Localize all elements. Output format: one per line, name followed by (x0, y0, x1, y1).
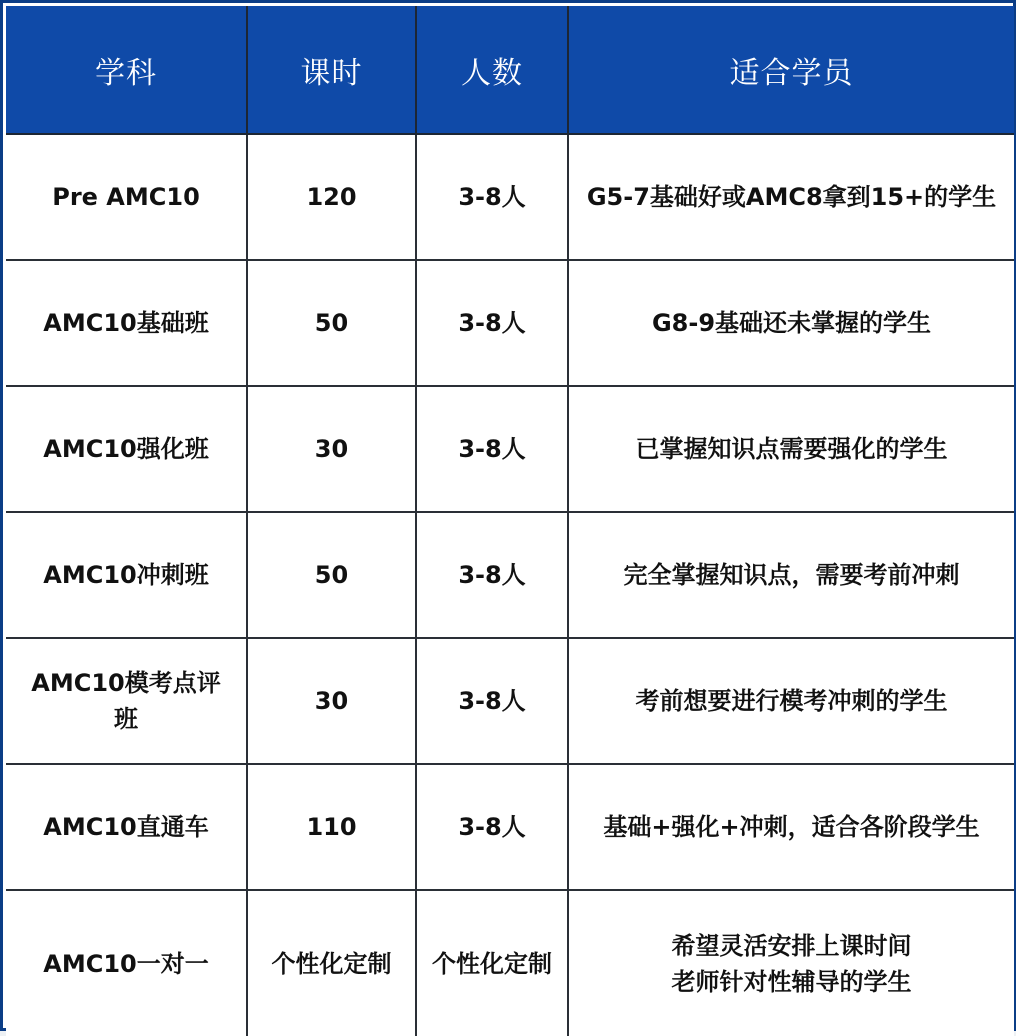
cell-target: G8-9基础还未掌握的学生 (568, 260, 1014, 386)
cell-hours: 30 (247, 386, 416, 512)
cell-subject: AMC10直通车 (6, 764, 247, 890)
cell-size: 3-8人 (416, 764, 568, 890)
cell-size: 3-8人 (416, 134, 568, 260)
header-hours: 课时 (247, 6, 416, 134)
cell-subject-line2: 班 (114, 705, 138, 733)
table-row (6, 134, 1014, 260)
cell-target: 考前想要进行模考冲刺的学生 (568, 638, 1014, 764)
table-row (6, 764, 1014, 890)
cell-target-line2: 老师针对性辅导的学生 (671, 967, 912, 996)
cell-subject (6, 638, 247, 764)
cell-hours: 110 (247, 764, 416, 890)
table-row (6, 890, 1014, 1036)
header-size: 人数 (416, 6, 568, 134)
table-row (6, 260, 1014, 386)
cell-subject: AMC10冲刺班 (6, 512, 247, 638)
cell-hours: 50 (247, 260, 416, 386)
cell-subject-line1: AMC10模考点评 (31, 669, 221, 697)
cell-subject: Pre AMC10 (6, 134, 247, 260)
course-table (6, 6, 1014, 1036)
header-target: 适合学员 (568, 6, 1014, 134)
cell-target-line1: 希望灵活安排上课时间 (671, 931, 912, 960)
cell-subject: AMC10一对一 (6, 890, 247, 1036)
cell-size: 个性化定制 (416, 890, 568, 1036)
cell-target: G5-7基础好或AMC8拿到15+的学生 (568, 134, 1014, 260)
header-row (6, 6, 1014, 134)
cell-hours: 120 (247, 134, 416, 260)
cell-size: 3-8人 (416, 260, 568, 386)
table-row (6, 512, 1014, 638)
cell-size: 3-8人 (416, 638, 568, 764)
cell-hours: 30 (247, 638, 416, 764)
table-row (6, 386, 1014, 512)
cell-target: 已掌握知识点需要强化的学生 (568, 386, 1014, 512)
cell-subject: AMC10基础班 (6, 260, 247, 386)
cell-subject: AMC10强化班 (6, 386, 247, 512)
cell-target: 完全掌握知识点，需要考前冲刺 (568, 512, 1014, 638)
cell-target (568, 890, 1014, 1036)
cell-target: 基础+强化+冲刺，适合各阶段学生 (568, 764, 1014, 890)
cell-hours: 个性化定制 (247, 890, 416, 1036)
cell-size: 3-8人 (416, 386, 568, 512)
header-subject: 学科 (6, 6, 247, 134)
table-row (6, 638, 1014, 764)
cell-hours: 50 (247, 512, 416, 638)
cell-size: 3-8人 (416, 512, 568, 638)
